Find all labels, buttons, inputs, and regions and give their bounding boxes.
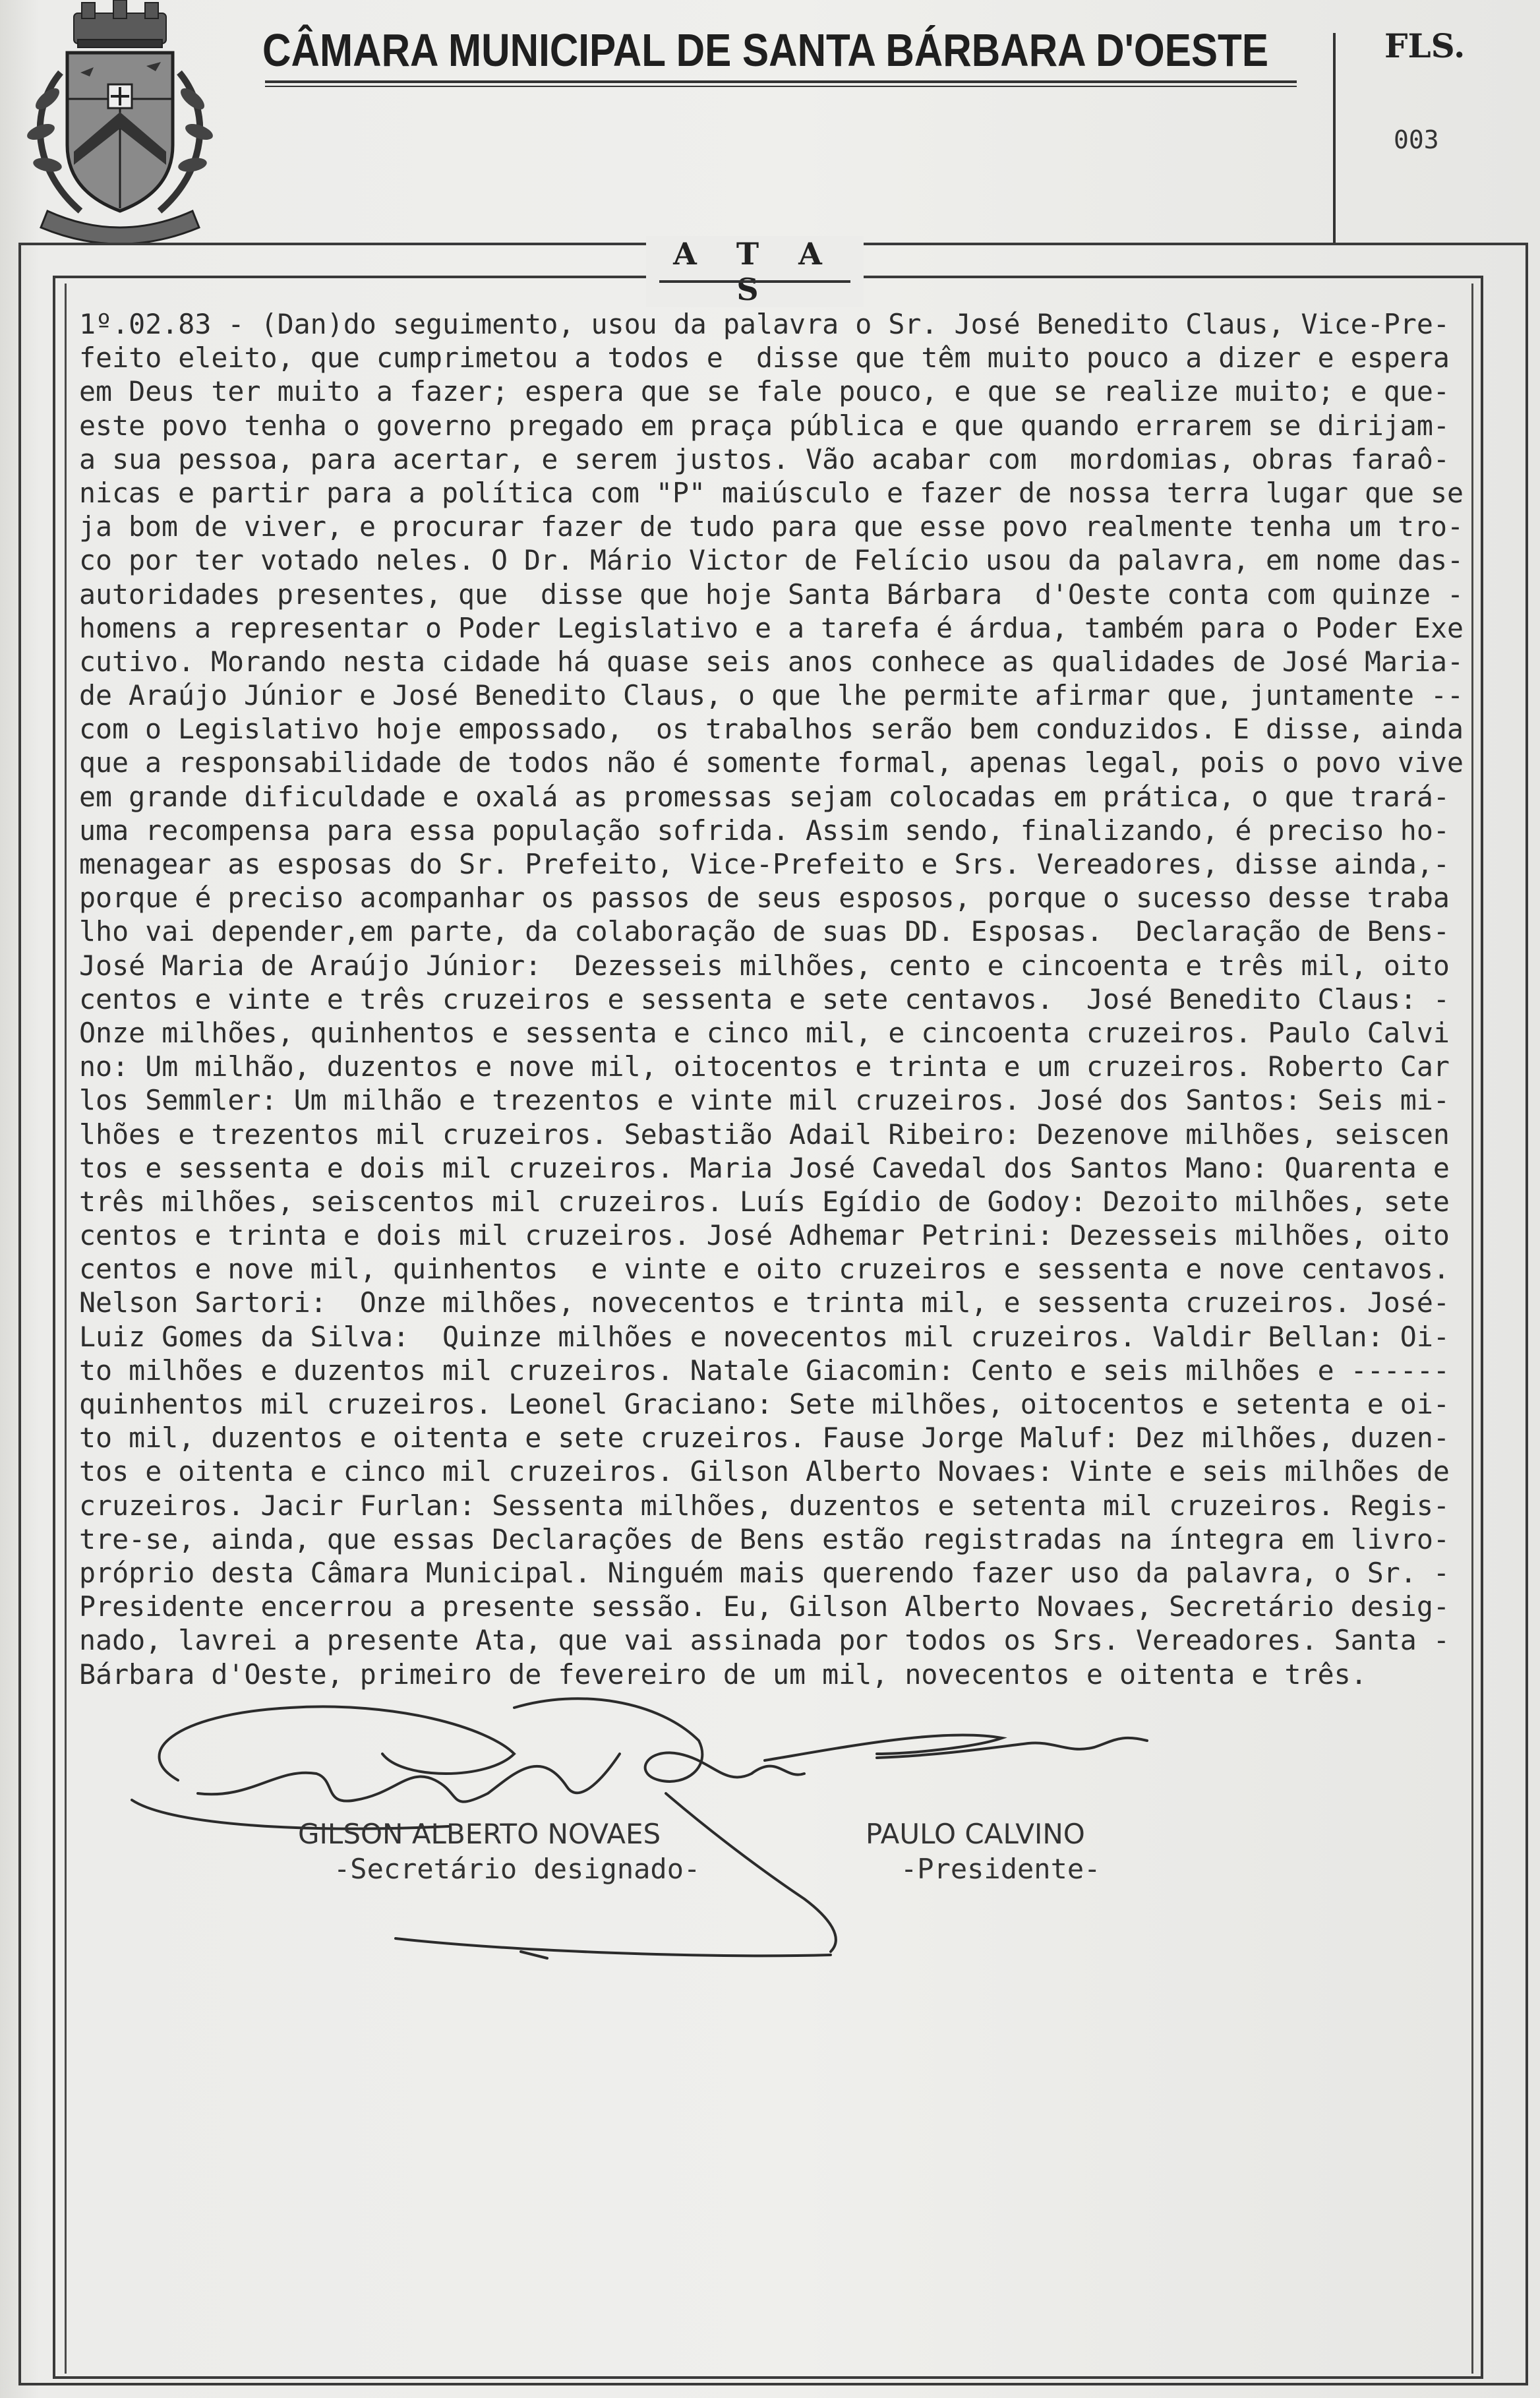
body-line: porque é preciso acompanhar os passos de seus esposos, porque o sucesso desse traba <box>79 882 1450 914</box>
body-line: nado, lavrei a presente Ata, que vai assinada por todos os Srs. Vereadores. Santa - <box>79 1624 1450 1657</box>
section-title: A T A S <box>646 236 864 307</box>
body-line: três milhões, seiscentos mil cruzeiros. Luís Egídio de Godoy: Dezoito milhões, sete <box>79 1185 1450 1218</box>
body-line: autoridades presentes, que disse que hoje Santa Bárbara d'Oeste conta com quinze - <box>79 578 1464 611</box>
body-line: to milhões e duzentos mil cruzeiros. Natale Giacomin: Cento e seis milhões e ------ <box>79 1354 1450 1387</box>
title-underline-thin <box>265 86 1297 87</box>
body-line: 1º.02.83 - (Dan)do seguimento, usou da palavra o Sr. José Benedito Claus, Vice-Pre- <box>79 308 1450 340</box>
secretary-name: GILSON ALBERTO NOVAES <box>298 1818 661 1850</box>
body-line: este povo tenha o governo pregado em praça pública e que quando errarem se dirijam- <box>79 409 1450 442</box>
body-line: centos e vinte e três cruzeiros e sessenta e sete centavos. José Benedito Claus: - <box>79 982 1450 1015</box>
page-number: 003 <box>1394 125 1439 154</box>
body-line: lho vai depender,em parte, da colaboração de suas DD. Esposas. Declaração de Bens- <box>79 915 1450 948</box>
body-line: em Deus ter muito a fazer; espera que se fale pouco, e que se realize muito; e que- <box>79 375 1450 408</box>
body-line: Luiz Gomes da Silva: Quinze milhões e novecentos mil cruzeiros. Valdir Bellan: Oi- <box>79 1320 1450 1353</box>
section-title-underline <box>659 280 850 283</box>
body-line: tre-se, ainda, que essas Declarações de Bens estão registradas na íntegra em livro- <box>79 1522 1450 1555</box>
body-line: próprio desta Câmara Municipal. Ninguém mais querendo fazer uso da palavra, o Sr. - <box>79 1556 1450 1589</box>
president-name: PAULO CALVINO <box>866 1818 1085 1850</box>
body-line: a sua pessoa, para acertar, e serem justos. Vão acabar com mordomias, obras faraô- <box>79 442 1450 475</box>
body-line: uma recompensa para essa população sofrida. Assim sendo, finalizando, é preciso ho- <box>79 814 1450 847</box>
minutes-body <box>79 307 1477 1691</box>
body-line: tos e oitenta e cinco mil cruzeiros. Gilson Alberto Novaes: Vinte e seis milhões de <box>79 1455 1450 1488</box>
body-line: feito eleito, que cumprimetou a todos e disse que têm muito pouco a dizer e espera <box>79 342 1450 375</box>
title-underline <box>265 80 1297 83</box>
body-line: cutivo. Morando nesta cidade há quase seis anos conhece as qualidades de José Maria- <box>79 645 1464 678</box>
inner-margin-line-left <box>65 284 67 2374</box>
body-line: ja bom de viver, e procurar fazer de tudo para que esse povo realmente tenha um tro- <box>79 510 1464 543</box>
municipal-crest-icon <box>21 0 219 244</box>
body-line: homens a representar o Poder Legislativo e a tarefa é árdua, também para o Poder Exe <box>79 611 1464 644</box>
body-line: co por ter votado neles. O Dr. Mário Victor de Felício usou da palavra, em nome das- <box>79 544 1464 577</box>
body-line: cruzeiros. Jacir Furlan: Sessenta milhões, duzentos e setenta mil cruzeiros. Regis- <box>79 1489 1450 1522</box>
body-line: Nelson Sartori: Onze milhões, novecentos e trinta mil, e sessenta cruzeiros. José- <box>79 1286 1450 1319</box>
body-line: lhões e trezentos mil cruzeiros. Sebastião Adail Ribeiro: Dezenove milhões, seiscen <box>79 1118 1450 1151</box>
body-line: que a responsabilidade de todos não é somente formal, apenas legal, pois o povo vive <box>79 746 1464 779</box>
secretary-role: -Secretário designado- <box>334 1853 701 1885</box>
body-line: to mil, duzentos e oitenta e sete cruzeiros. Fause Jorge Maluf: Dez milhões, duzen- <box>79 1422 1450 1454</box>
fls-divider <box>1333 33 1336 244</box>
body-line: centos e trinta e dois mil cruzeiros. José Adhemar Petrini: Dezesseis milhões, oito <box>79 1219 1450 1252</box>
body-line: no: Um milhão, duzentos e nove mil, oitocentos e trinta e um cruzeiros. Roberto Car <box>79 1050 1450 1083</box>
body-line: Bárbara d'Oeste, primeiro de fevereiro de um mil, novecentos e oitenta e três. <box>79 1658 1367 1691</box>
body-line: com o Legislativo hoje empossado, os trabalhos serão bem conduzidos. E disse, ainda <box>79 713 1464 746</box>
body-line: Onze milhões, quinhentos e sessenta e cinco mil, e cincoenta cruzeiros. Paulo Calvi <box>79 1016 1450 1049</box>
body-line: José Maria de Araújo Júnior: Dezesseis milhões, cento e cincoenta e três mil, oito <box>79 949 1450 982</box>
president-role: -Presidente- <box>901 1853 1101 1885</box>
body-line: tos e sessenta e dois mil cruzeiros. Maria José Cavedal dos Santos Mano: Quarenta e <box>79 1151 1450 1184</box>
body-line: centos e nove mil, quinhentos e vinte e oito cruzeiros e sessenta e nove centavos. <box>79 1253 1450 1286</box>
body-line: de Araújo Júnior e José Benedito Claus, o que lhe permite afirmar que, juntamente -- <box>79 679 1464 712</box>
body-line: menagear as esposas do Sr. Prefeito, Vice-Prefeito e Srs. Vereadores, disse ainda,- <box>79 848 1450 880</box>
fls-label: FLS. <box>1384 26 1466 65</box>
body-line: Presidente encerrou a presente sessão. Eu, Gilson Alberto Novaes, Secretário desig- <box>79 1590 1450 1623</box>
body-line: nicas e partir para a política com "P" maiúsculo e fazer de nossa terra lugar que se <box>79 476 1464 509</box>
body-line: quinhentos mil cruzeiros. Leonel Graciano: Sete milhões, oitocentos e setenta e oi- <box>79 1388 1450 1420</box>
body-line: los Semmler: Um milhão e trezentos e vinte mil cruzeiros. José dos Santos: Seis mi- <box>79 1084 1450 1117</box>
document-title: CÂMARA MUNICIPAL DE SANTA BÁRBARA D'OESTE <box>262 24 1268 76</box>
body-line: em grande dificuldade e oxalá as promessas sejam colocadas em prática, o que trará- <box>79 780 1450 813</box>
